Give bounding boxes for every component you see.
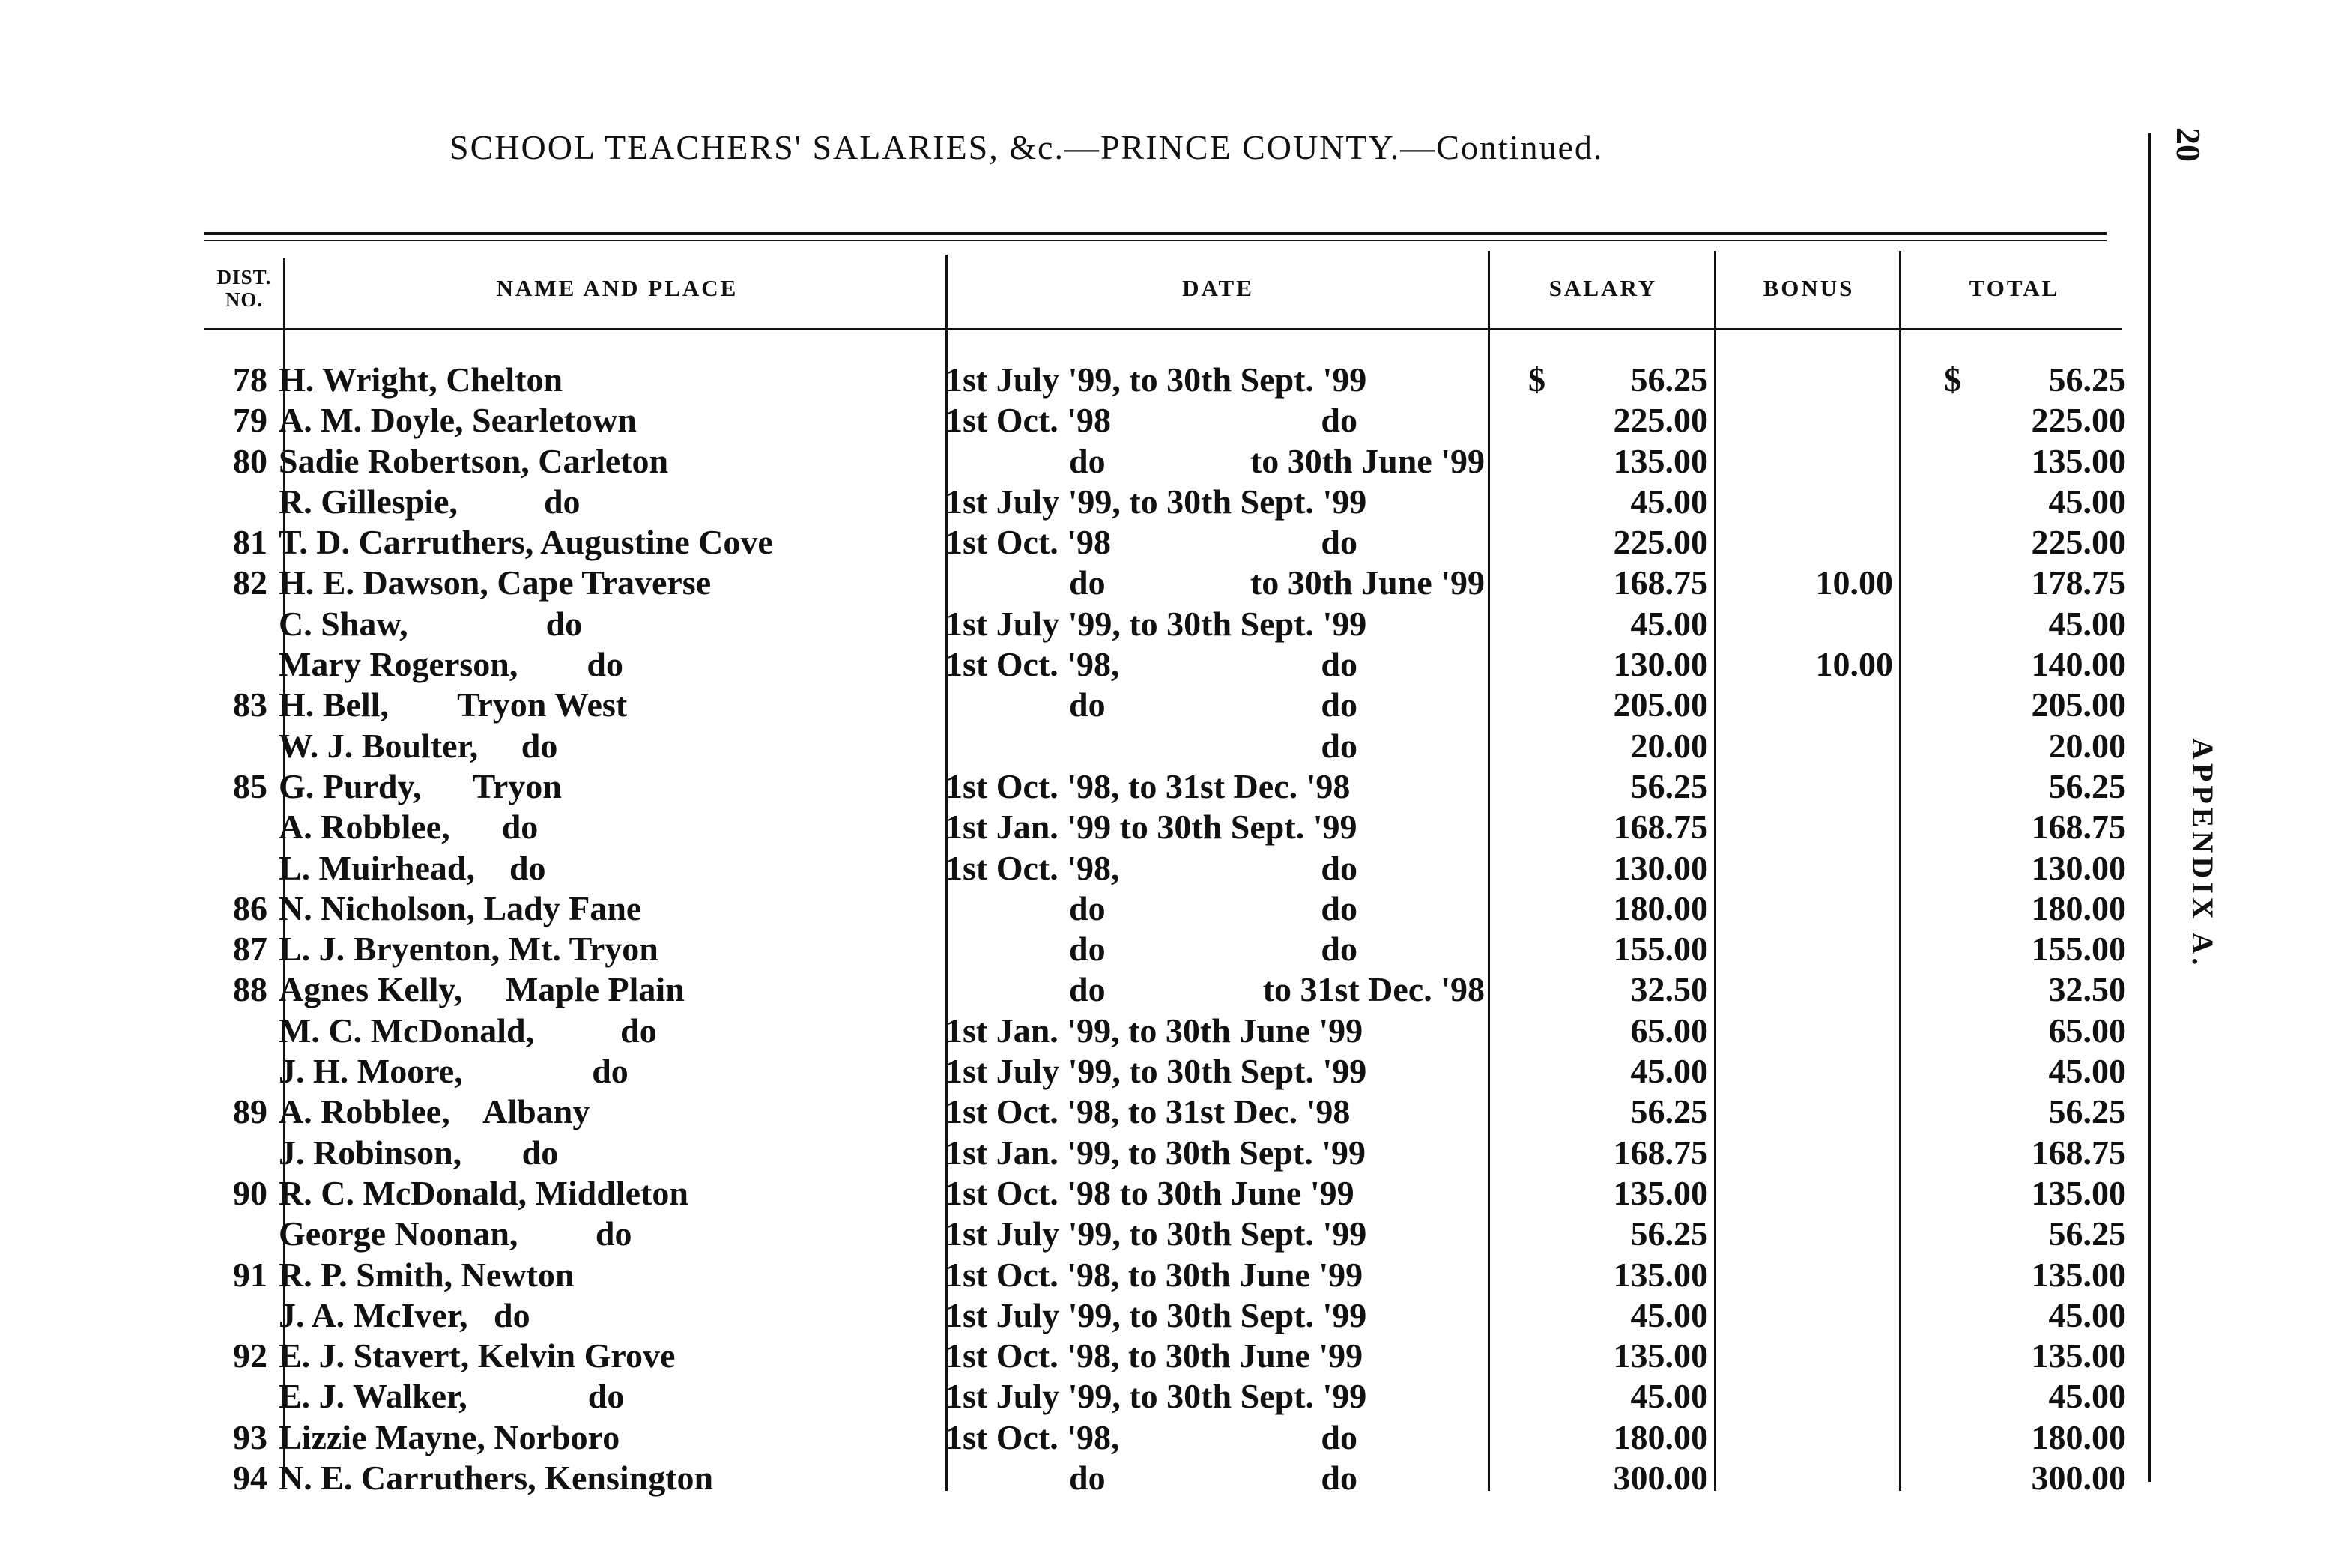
table-row — [0, 766, 2172, 807]
name-place-cell: J. A. McIver, do — [279, 1295, 530, 1334]
dist-no-cell: 83 — [233, 685, 267, 724]
name-place-cell: A. Robblee, do — [279, 808, 539, 847]
header-name-and-place: NAME AND PLACE — [496, 275, 739, 301]
total-currency-symbol: $ — [1944, 360, 1961, 399]
table-row — [0, 644, 2172, 685]
table-row — [0, 848, 2172, 889]
name-place-cell: H. Wright, Chelton — [279, 360, 563, 399]
salary-cell: 180.00 — [1613, 1417, 1708, 1456]
salary-cell: 130.00 — [1613, 848, 1708, 887]
date-from: 1st Oct. '98, to 30th June '99 — [945, 1255, 1363, 1294]
salary-cell: 155.00 — [1613, 930, 1708, 969]
name-place-cell: H. E. Dawson, Cape Traverse — [279, 563, 712, 602]
dist-no-cell: 86 — [233, 889, 267, 927]
table-row — [0, 563, 2172, 603]
total-cell: 225.00 — [2031, 523, 2126, 562]
salary-cell: 135.00 — [1613, 1255, 1708, 1294]
appendix-label: APPENDIX A. — [2186, 738, 2220, 969]
salary-cell: 20.00 — [1630, 726, 1708, 765]
table-top-rule-thick — [204, 232, 2107, 235]
dist-no-cell: 89 — [233, 1092, 267, 1131]
date-from: do — [1069, 970, 1106, 1009]
salary-cell: 45.00 — [1630, 482, 1708, 521]
dist-no-cell: 87 — [233, 930, 267, 969]
salary-cell: 56.25 — [1630, 766, 1708, 805]
header-bottom-rule — [204, 328, 2122, 330]
total-cell: 45.00 — [2048, 604, 2126, 643]
table-row — [0, 929, 2172, 969]
table-row — [0, 522, 2172, 563]
table-row — [0, 1092, 2172, 1132]
date-from: 1st Oct. '98 to 30th June '99 — [945, 1173, 1354, 1212]
total-cell: 168.75 — [2031, 808, 2126, 847]
salary-cell: 225.00 — [1613, 401, 1708, 440]
date-from: 1st Oct. '98 — [945, 523, 1112, 562]
table-row — [0, 1133, 2172, 1173]
name-place-cell: J. H. Moore, do — [279, 1052, 629, 1091]
name-place-cell: T. D. Carruthers, Augustine Cove — [279, 523, 773, 562]
total-cell: 45.00 — [2048, 482, 2126, 521]
table-row — [0, 482, 2172, 522]
dist-no-cell: 91 — [233, 1255, 267, 1294]
date-from: 1st July '99, to 30th Sept. '99 — [945, 604, 1367, 643]
date-from: 1st July '99, to 30th Sept. '99 — [945, 1214, 1367, 1253]
date-from: 1st July '99, to 30th Sept. '99 — [945, 1377, 1367, 1416]
salary-cell: 135.00 — [1613, 1173, 1708, 1212]
name-place-cell: J. Robinson, do — [279, 1133, 559, 1172]
dist-no-cell: 78 — [233, 360, 267, 399]
name-place-cell: W. J. Boulter, do — [279, 726, 558, 765]
date-from: do — [1069, 441, 1106, 480]
salary-cell: 56.25 — [1630, 1214, 1708, 1253]
date-to: do — [1321, 401, 1357, 440]
date-to: do — [1321, 726, 1357, 765]
date-to: do — [1321, 889, 1357, 927]
salary-cell: 45.00 — [1630, 1377, 1708, 1416]
total-cell: 56.25 — [2048, 1092, 2126, 1131]
header-salary: SALARY — [1548, 275, 1658, 301]
salary-cell: 300.00 — [1613, 1459, 1708, 1498]
salary-cell: 45.00 — [1630, 604, 1708, 643]
table-row — [0, 807, 2172, 847]
salary-cell: 65.00 — [1630, 1011, 1708, 1050]
date-from: 1st Oct. '98, to 30th June '99 — [945, 1337, 1363, 1375]
total-cell: 135.00 — [2031, 1173, 2126, 1212]
name-place-cell: George Noonan, do — [279, 1214, 632, 1253]
date-to: do — [1321, 930, 1357, 969]
name-place-cell: C. Shaw, do — [279, 604, 583, 643]
table-row — [0, 1173, 2172, 1214]
date-to: do — [1321, 848, 1357, 887]
dist-no-cell: 80 — [233, 441, 267, 480]
date-from: 1st Oct. '98, to 31st Dec. '98 — [945, 1092, 1351, 1131]
date-to: do — [1321, 685, 1357, 724]
header-dist-no: DIST. NO. — [216, 266, 272, 311]
name-place-cell: Sadie Robertson, Carleton — [279, 441, 669, 480]
table-row — [0, 604, 2172, 644]
table-row — [0, 889, 2172, 929]
name-place-cell: M. C. McDonald, do — [279, 1011, 657, 1050]
date-from: 1st July '99, to 30th Sept. '99 — [945, 482, 1367, 521]
total-cell: 56.25 — [2048, 766, 2126, 805]
dist-no-cell: 82 — [233, 563, 267, 602]
table-row — [0, 360, 2172, 400]
name-place-cell: A. M. Doyle, Searletown — [279, 401, 637, 440]
name-place-cell: L. J. Bryenton, Mt. Tryon — [279, 930, 658, 969]
date-to: to 31st Dec. '98 — [1262, 970, 1485, 1009]
name-place-cell: A. Robblee, Albany — [279, 1092, 590, 1131]
date-from: do — [1069, 563, 1106, 602]
dist-no-cell: 94 — [233, 1459, 267, 1498]
date-from: do — [1069, 889, 1106, 927]
total-cell: 155.00 — [2031, 930, 2126, 969]
date-to: do — [1321, 645, 1357, 684]
date-from: do — [1069, 1459, 1106, 1498]
dist-no-cell: 88 — [233, 970, 267, 1009]
table-row — [0, 1255, 2172, 1295]
name-place-cell: H. Bell, Tryon West — [279, 685, 628, 724]
date-from: do — [1069, 685, 1106, 724]
total-cell: 20.00 — [2048, 726, 2126, 765]
table-row — [0, 1417, 2172, 1458]
total-cell: 56.25 — [2048, 360, 2126, 399]
total-cell: 45.00 — [2048, 1295, 2126, 1334]
table-row — [0, 1295, 2172, 1336]
date-from: 1st Jan. '99, to 30th Sept. '99 — [945, 1133, 1366, 1172]
table-row — [0, 685, 2172, 725]
salary-cell: 32.50 — [1630, 970, 1708, 1009]
header-bonus: BONUS — [1763, 275, 1855, 301]
salary-cell: 180.00 — [1613, 889, 1708, 927]
total-cell: 180.00 — [2031, 1417, 2126, 1456]
date-from: 1st Oct. '98, — [945, 848, 1120, 887]
salary-cell: 205.00 — [1613, 685, 1708, 724]
table-top-rule-thin — [204, 240, 2107, 241]
name-place-cell: Lizzie Mayne, Norboro — [279, 1417, 620, 1456]
name-place-cell: Mary Rogerson, do — [279, 645, 623, 684]
table-row — [0, 969, 2172, 1010]
salary-cell: 135.00 — [1613, 1337, 1708, 1375]
total-cell: 178.75 — [2031, 563, 2126, 602]
total-cell: 135.00 — [2031, 1255, 2126, 1294]
table-body — [0, 360, 2172, 1498]
salary-cell: 168.75 — [1613, 1133, 1708, 1172]
bonus-cell: 10.00 — [1815, 563, 1893, 602]
name-place-cell: R. C. McDonald, Middleton — [279, 1173, 688, 1212]
name-place-cell: E. J. Stavert, Kelvin Grove — [279, 1337, 676, 1375]
salary-cell: 45.00 — [1630, 1295, 1708, 1334]
dist-no-cell: 93 — [233, 1417, 267, 1456]
date-from: do — [1069, 930, 1106, 969]
date-to: do — [1321, 1459, 1357, 1498]
table-row — [0, 1214, 2172, 1254]
date-to: to 30th June '99 — [1250, 563, 1485, 602]
date-from: 1st Oct. '98, — [945, 1417, 1120, 1456]
dist-no-cell: 85 — [233, 766, 267, 805]
salary-cell: 130.00 — [1613, 645, 1708, 684]
total-cell: 140.00 — [2031, 645, 2126, 684]
name-place-cell: L. Muirhead, do — [279, 848, 546, 887]
table-row — [0, 400, 2172, 441]
date-to: to 30th June '99 — [1250, 441, 1485, 480]
table-row — [0, 441, 2172, 482]
total-cell: 205.00 — [2031, 685, 2126, 724]
salary-currency-symbol: $ — [1528, 360, 1545, 399]
name-place-cell: Agnes Kelly, Maple Plain — [279, 970, 685, 1009]
date-from: 1st July '99, to 30th Sept. '99 — [945, 1052, 1367, 1091]
total-cell: 135.00 — [2031, 1337, 2126, 1375]
table-row — [0, 726, 2172, 766]
table-row — [0, 1051, 2172, 1092]
date-from: 1st Jan. '99, to 30th June '99 — [945, 1011, 1363, 1050]
salary-cell: 45.00 — [1630, 1052, 1708, 1091]
salary-cell: 168.75 — [1613, 808, 1708, 847]
total-cell: 65.00 — [2048, 1011, 2126, 1050]
header-total: TOTAL — [1969, 275, 2060, 301]
salary-cell: 135.00 — [1613, 441, 1708, 480]
date-from: 1st July '99, to 30th Sept. '99 — [945, 1295, 1367, 1334]
page-number: 20 — [2169, 127, 2208, 162]
header-date: DATE — [1182, 275, 1254, 301]
date-from: 1st Oct. '98, to 31st Dec. '98 — [945, 766, 1351, 805]
salary-cell: 56.25 — [1630, 1092, 1708, 1131]
page-title: SCHOOL TEACHERS' SALARIES, &c.—PRINCE COUNTY.—Continued. — [449, 128, 1604, 166]
total-cell: 300.00 — [2031, 1459, 2126, 1498]
dist-no-cell: 92 — [233, 1337, 267, 1375]
total-cell: 135.00 — [2031, 441, 2126, 480]
total-cell: 45.00 — [2048, 1052, 2126, 1091]
name-place-cell: R. P. Smith, Newton — [279, 1255, 575, 1294]
table-row — [0, 1011, 2172, 1051]
total-cell: 130.00 — [2031, 848, 2126, 887]
salary-cell: 56.25 — [1630, 360, 1708, 399]
salary-cell: 168.75 — [1613, 563, 1708, 602]
date-to: do — [1321, 523, 1357, 562]
date-from: 1st July '99, to 30th Sept. '99 — [945, 360, 1367, 399]
salary-cell: 225.00 — [1613, 523, 1708, 562]
dist-no-cell: 90 — [233, 1173, 267, 1212]
total-cell: 225.00 — [2031, 401, 2126, 440]
total-cell: 180.00 — [2031, 889, 2126, 927]
name-place-cell: R. Gillespie, do — [279, 482, 581, 521]
date-to: do — [1321, 1417, 1357, 1456]
name-place-cell: G. Purdy, Tryon — [279, 766, 562, 805]
total-cell: 56.25 — [2048, 1214, 2126, 1253]
total-cell: 45.00 — [2048, 1377, 2126, 1416]
table-row — [0, 1336, 2172, 1376]
table-row — [0, 1458, 2172, 1498]
table-row — [0, 1376, 2172, 1417]
total-cell: 32.50 — [2048, 970, 2126, 1009]
dist-no-cell: 79 — [233, 401, 267, 440]
bonus-cell: 10.00 — [1815, 645, 1893, 684]
name-place-cell: N. Nicholson, Lady Fane — [279, 889, 642, 927]
dist-no-cell: 81 — [233, 523, 267, 562]
date-from: 1st Oct. '98, — [945, 645, 1120, 684]
name-place-cell: N. E. Carruthers, Kensington — [279, 1459, 714, 1498]
date-from: 1st Oct. '98 — [945, 401, 1112, 440]
total-cell: 168.75 — [2031, 1133, 2126, 1172]
name-place-cell: E. J. Walker, do — [279, 1377, 625, 1416]
date-from: 1st Jan. '99 to 30th Sept. '99 — [945, 808, 1357, 847]
